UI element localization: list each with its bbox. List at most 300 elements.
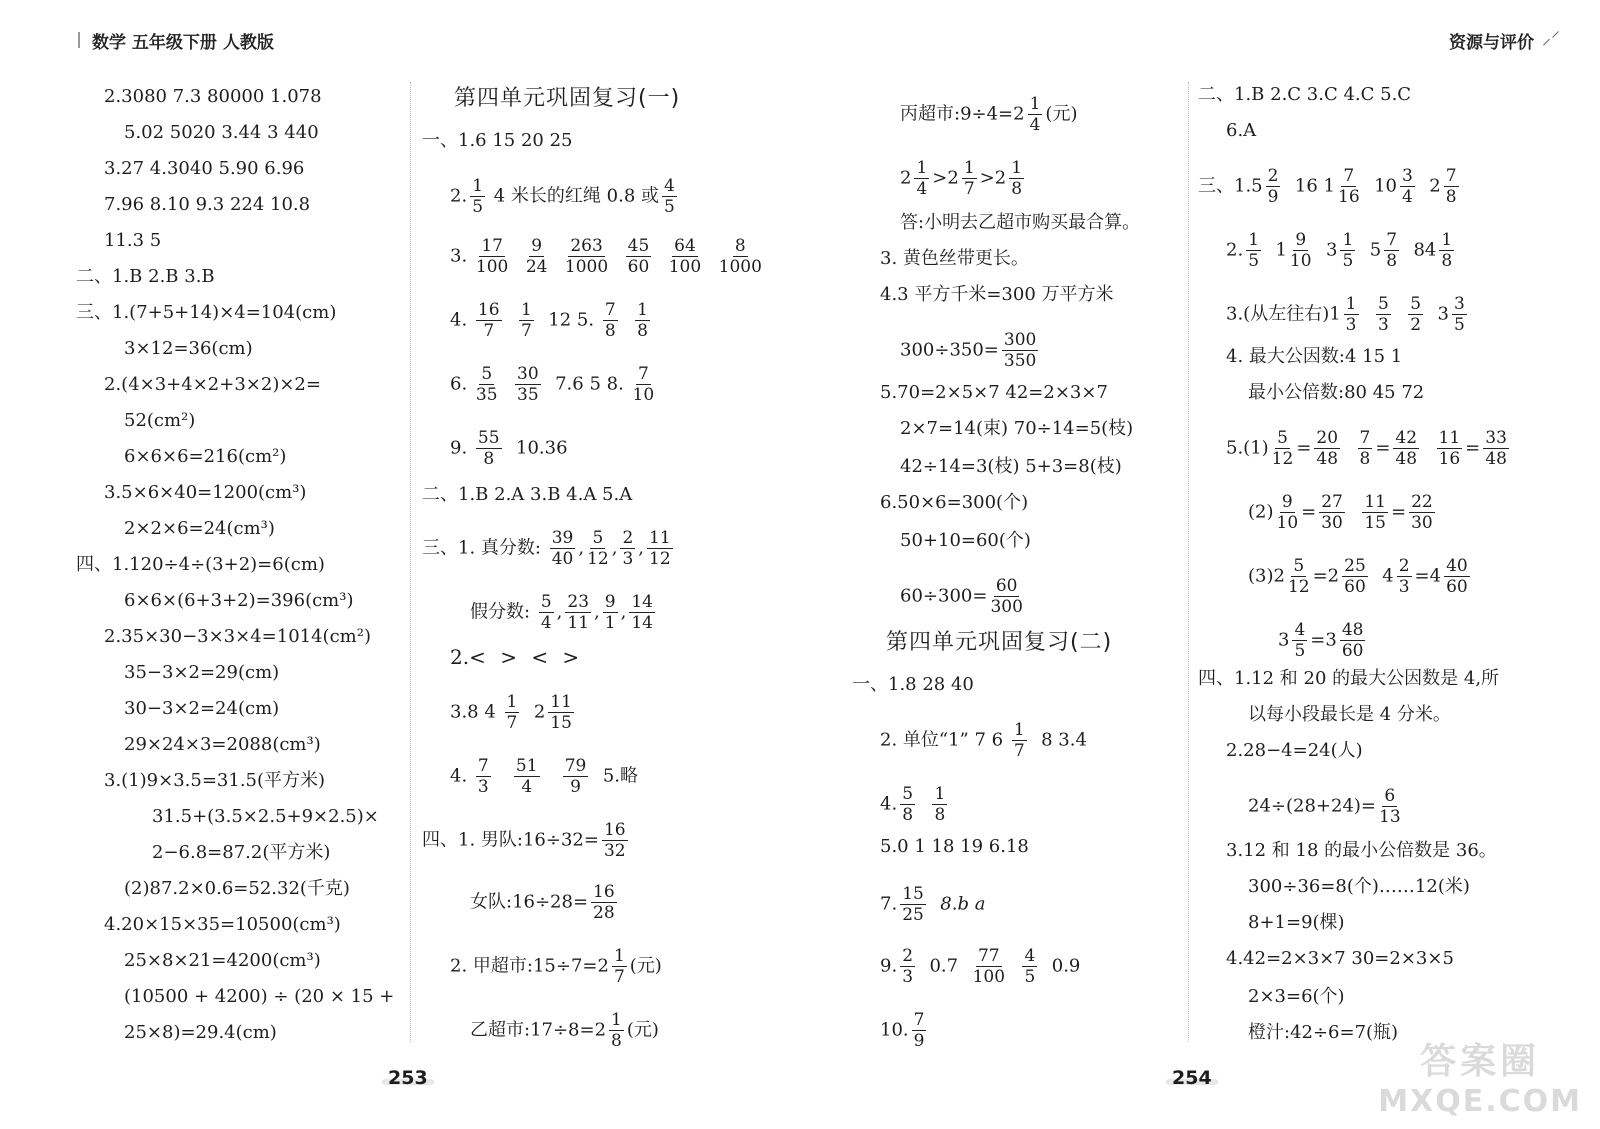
watermark-bottom-text: MXQE.COM <box>1378 1084 1582 1119</box>
fraction-denominator: 60 <box>627 257 650 277</box>
answer-text: 9. <box>880 955 898 977</box>
answer-text: 24÷(28+24)= <box>1248 795 1377 817</box>
fraction <box>1292 620 1307 661</box>
answer-text: 0.7 <box>929 955 959 977</box>
fraction-denominator: 3 <box>1398 577 1410 597</box>
fraction-denominator: 16 <box>1438 449 1461 469</box>
fraction-numerator: 15 <box>902 884 924 904</box>
fraction-numerator: 2 <box>1398 556 1410 576</box>
answer-text: 60÷300= <box>900 585 988 607</box>
answer-line <box>1198 166 1462 207</box>
answer-text: 0.9 <box>1051 955 1081 977</box>
fraction-denominator: 12 <box>587 549 609 569</box>
answer-line: 2−6.8=87.2(平方米) <box>152 842 331 863</box>
answer-text: 乙超市:17÷8=2 <box>470 1019 607 1041</box>
fraction <box>1342 556 1368 597</box>
answer-line: 2.3080 7.3 80000 1.078 <box>104 86 322 107</box>
fraction <box>1409 492 1435 533</box>
answer-text: 2 <box>533 701 546 723</box>
fraction-numerator: 8 <box>734 236 746 256</box>
answer-text: 3.8 4 <box>450 701 496 723</box>
answer-line: 5.02 5020 3.44 3 440 <box>124 122 319 143</box>
answer-text: =2 <box>1312 565 1340 587</box>
fraction <box>1002 330 1038 371</box>
answer-text: 三、1.5 <box>1198 175 1263 197</box>
fraction-numerator: 16 <box>477 300 500 320</box>
fraction-numerator: 5 <box>1277 428 1288 448</box>
answer-line <box>450 300 653 341</box>
fraction <box>1397 556 1412 597</box>
fraction <box>1012 720 1027 761</box>
answer-text: 3.(从左往右)1 <box>1226 303 1341 325</box>
fraction <box>1362 492 1388 533</box>
fraction-denominator: 8 <box>1441 251 1453 271</box>
answer-text: (元) <box>626 1019 659 1041</box>
fraction-numerator: 5 <box>481 364 493 384</box>
answer-line: 5.0 1 18 19 6.18 <box>880 836 1029 857</box>
fraction-numerator: 1 <box>472 176 484 196</box>
answer-line: 6×6×6=216(cm²) <box>124 446 287 467</box>
fraction-denominator: 3 <box>477 777 489 797</box>
fraction-numerator: 5 <box>540 592 552 612</box>
fraction-numerator: 2 <box>902 946 914 966</box>
fraction <box>609 1010 624 1051</box>
answer-line: 二、1.B 2.A 3.B 4.A 5.A <box>422 484 633 505</box>
fraction <box>962 158 977 199</box>
fraction-numerator: 22 <box>1411 492 1433 512</box>
fraction <box>1340 230 1355 271</box>
fraction-denominator: 5 <box>664 197 675 217</box>
answer-line: 8+1=9(棵) <box>1248 912 1345 933</box>
fraction-numerator: 1 <box>1342 230 1354 250</box>
fraction-denominator: 9 <box>570 777 581 797</box>
answer-line <box>1226 294 1470 335</box>
fraction-denominator: 5 <box>1248 251 1260 271</box>
fraction-numerator: 9 <box>604 592 616 612</box>
answer-text: 7. <box>880 893 898 915</box>
answer-text: = <box>1390 501 1407 523</box>
fraction-denominator: 10 <box>1289 251 1312 271</box>
answer-line: 6.50×6=300(个) <box>880 492 1029 513</box>
fraction-denominator: 4 <box>1029 115 1041 135</box>
answer-text: 4. <box>880 793 898 815</box>
fraction <box>1277 492 1299 533</box>
fraction-denominator: 7 <box>613 967 625 987</box>
answer-line: 50+10=60(个) <box>900 530 1031 551</box>
fraction-denominator: 8 <box>637 321 648 341</box>
fraction-denominator: 3 <box>622 549 634 569</box>
answer-line: 300÷36=8(个)……12(米) <box>1248 876 1470 897</box>
answer-line <box>450 756 638 797</box>
answer-line: 答:小明去乙超市购买最合算。 <box>900 212 1141 233</box>
fraction-numerator: 45 <box>627 236 650 256</box>
answer-text: 9. <box>450 437 468 459</box>
answer-text: 三、1. 真分数: <box>422 537 541 559</box>
answer-line: 假分数: $\frac{5}{4}$ , $\frac{23}{11}$ , $\frac{9}{1}$ , $\frac{14}{14}$ <box>470 592 653 633</box>
watermark-top-text: 答案圈 <box>1420 1041 1541 1082</box>
fraction <box>914 158 929 199</box>
answer-line: 30−3×2=24(cm) <box>124 698 280 719</box>
fraction <box>1290 230 1312 271</box>
answer-line <box>450 692 577 733</box>
answer-line: 2.< > < > <box>450 645 580 669</box>
fraction-denominator: 25 <box>902 905 924 925</box>
fraction-denominator: 12 <box>1287 577 1310 597</box>
fraction-numerator: 1 <box>1248 230 1260 250</box>
answer-line: 25×8×21=4200(cm³) <box>124 950 321 971</box>
fraction-numerator: 16 <box>593 882 615 902</box>
answer-line: 二、1.B 2.B 3.B <box>76 266 215 287</box>
fraction-denominator: 8 <box>604 321 616 341</box>
answer-line: 2.(4×3+4×2+3×2)×2= <box>104 374 321 395</box>
fraction-numerator: 263 <box>570 236 603 256</box>
fraction-numerator: 3 <box>1402 166 1413 186</box>
answer-line: 3.12 和 18 的最小公倍数是 36。 <box>1226 840 1497 861</box>
answer-line <box>422 820 631 861</box>
fraction-numerator: 1 <box>1441 230 1453 250</box>
answer-text: 16 1 <box>1294 175 1335 197</box>
fraction-numerator: 1 <box>1011 158 1023 178</box>
answer-line: 2×2×6=24(cm³) <box>124 518 275 539</box>
fraction-denominator: 7 <box>506 713 518 733</box>
fraction-denominator: 8 <box>483 449 495 469</box>
fraction <box>662 176 677 217</box>
fraction-numerator: 42 <box>1395 428 1418 448</box>
answer-line: 5.70=2×5×7 42=2×3×7 <box>880 382 1108 403</box>
fraction-numerator: 9 <box>531 236 543 256</box>
fraction-denominator: 24 <box>525 257 548 277</box>
answer-line: 四、1.12 和 20 的最大公因数是 4,所 <box>1198 668 1500 689</box>
fraction-denominator: 9 <box>913 1031 925 1051</box>
fraction <box>550 528 576 569</box>
fraction <box>900 946 915 987</box>
fraction <box>602 820 628 861</box>
answer-line: 6×6×(6+3+2)=396(cm³) <box>124 590 354 611</box>
fraction-numerator: 2 <box>1267 166 1279 186</box>
fraction-numerator: 79 <box>564 756 587 776</box>
fraction <box>1266 166 1281 207</box>
fraction <box>1439 230 1454 271</box>
answer-text: = <box>1296 437 1312 459</box>
fraction <box>1288 556 1310 597</box>
fraction <box>612 946 627 987</box>
fraction <box>900 884 926 925</box>
answer-text: >2 <box>932 167 959 189</box>
fraction-denominator: 8 <box>611 1031 622 1051</box>
answer-line: 3.27 4.3040 5.90 6.96 <box>104 158 305 179</box>
fraction <box>476 428 502 469</box>
fraction-numerator: 1 <box>613 946 625 966</box>
fraction <box>519 300 534 341</box>
fraction-denominator: 30 <box>1411 513 1433 533</box>
fraction-denominator: 350 <box>1003 351 1037 371</box>
answer-text: 5.略 <box>602 765 639 787</box>
fraction-denominator: 48 <box>1485 449 1507 469</box>
header-left-text: 数学 五年级下册 人教版 <box>92 33 274 53</box>
answer-line <box>1226 230 1457 271</box>
answer-line: 2.35×30−3×3×4=1014(cm²) <box>104 626 371 647</box>
fraction-denominator: 60 <box>1446 577 1468 597</box>
answer-line <box>450 236 765 277</box>
fraction <box>1437 428 1463 469</box>
answer-line: 2.28−4=24(人) <box>1226 740 1363 761</box>
fraction-numerator: 60 <box>995 576 1018 596</box>
watermark-logo <box>1378 1033 1582 1119</box>
fraction-numerator: 11 <box>1438 428 1461 448</box>
fraction-numerator: 1 <box>963 158 975 178</box>
answer-line <box>470 1010 659 1051</box>
fraction <box>1400 166 1415 207</box>
fraction <box>476 300 502 341</box>
answer-text: (2) <box>1248 501 1274 523</box>
answer-line: 三、1.(7+5+14)×4=104(cm) <box>76 302 337 323</box>
fraction <box>1483 428 1509 469</box>
fraction <box>1393 428 1419 469</box>
answer-line: 以每小段最长是 4 分米。 <box>1248 704 1451 725</box>
fraction-numerator: 7 <box>604 300 616 320</box>
answer-text: 7.6 5 8. <box>555 373 624 395</box>
answer-line <box>900 158 1027 199</box>
answer-line: 52(cm²) <box>124 410 196 431</box>
fraction-numerator: 5 <box>592 528 604 548</box>
fraction <box>912 1010 927 1051</box>
fraction-denominator: 40 <box>551 549 574 569</box>
fraction-denominator: 30 <box>1321 513 1343 533</box>
answer-line: (10500 + 4200) ÷ (20 × 15 + <box>124 986 395 1007</box>
fraction-numerator: 40 <box>1446 556 1468 576</box>
fraction <box>932 784 947 825</box>
fraction-denominator: 48 <box>1316 449 1339 469</box>
fraction-numerator: 11 <box>649 528 671 548</box>
answer-text: = <box>1301 501 1317 523</box>
answer-text: 2. 甲超市:15÷7=2 <box>450 955 609 977</box>
fraction-denominator: 5 <box>1453 315 1465 335</box>
answer-line <box>1248 492 1438 533</box>
fraction-numerator: 9 <box>1281 492 1293 512</box>
fraction-denominator: 9 <box>1267 187 1279 207</box>
fraction <box>1319 492 1345 533</box>
answer-line: 3.(1)9×3.5=31.5(平方米) <box>104 770 326 791</box>
fraction <box>626 236 652 277</box>
answer-line: 二、1.B 2.C 3.C 4.C 5.C <box>1198 84 1412 105</box>
fraction-numerator: 48 <box>1341 620 1364 640</box>
fraction <box>565 592 591 633</box>
section-title-2: 第四单元巩固复习(二) <box>886 630 1113 655</box>
fraction-numerator: 7 <box>1343 166 1355 186</box>
fraction-denominator: 5 <box>1294 641 1306 661</box>
answer-text: 四、1. 男队:16÷32= <box>422 829 599 851</box>
fraction-numerator: 11 <box>1364 492 1386 512</box>
fraction <box>647 528 673 569</box>
fraction <box>1358 428 1373 469</box>
fraction <box>476 364 498 405</box>
answer-text: 2. <box>450 185 468 207</box>
answer-text: =4 <box>1414 565 1442 587</box>
fraction-numerator: 7 <box>1445 166 1457 186</box>
fraction-denominator: 3 <box>1345 315 1357 335</box>
answer-line <box>900 94 1077 135</box>
fraction-numerator: 1 <box>521 300 532 320</box>
answer-line <box>880 784 950 825</box>
answer-text: 8.b a <box>940 893 986 915</box>
fraction-numerator: 5 <box>1377 294 1389 314</box>
answer-line <box>1248 786 1404 827</box>
fraction-denominator: 5 <box>472 197 484 217</box>
answer-line: 4.3 平方千米=300 万平方米 <box>880 284 1114 305</box>
fraction-denominator: 100 <box>668 257 702 277</box>
answer-line: 2×3=6(个) <box>1248 986 1345 1007</box>
fraction <box>1379 786 1401 827</box>
fraction <box>1009 158 1024 199</box>
answer-line <box>470 882 620 923</box>
fraction-numerator: 5 <box>1293 556 1305 576</box>
answer-text: 丙超市:9÷4=2 <box>900 103 1025 125</box>
answer-text: >2 <box>979 167 1007 189</box>
fraction <box>973 946 1005 987</box>
answer-text: (元) <box>629 955 662 977</box>
answer-text: 2 <box>1429 175 1441 197</box>
fraction-denominator: 3 <box>902 967 914 987</box>
answer-text: 84 <box>1413 239 1437 261</box>
answer-text: (3)2 <box>1248 565 1285 587</box>
fraction-numerator: 11 <box>550 692 572 712</box>
fraction-numerator: 25 <box>1344 556 1366 576</box>
answer-line: 29×24×3=2088(cm³) <box>124 734 321 755</box>
answer-line: 4.20×15×35=10500(cm³) <box>104 914 341 935</box>
fraction-denominator: 48 <box>1395 449 1418 469</box>
fraction-denominator: 32 <box>603 841 626 861</box>
fraction <box>1028 94 1043 135</box>
answer-text: 6. <box>450 373 468 395</box>
answer-line: 7.96 8.10 9.3 224 10.8 <box>104 194 311 215</box>
fraction <box>514 756 540 797</box>
answer-text: 4. <box>450 765 468 787</box>
fraction-numerator: 1 <box>637 300 648 320</box>
header-rule <box>78 32 80 48</box>
fraction-numerator: 1 <box>1345 294 1357 314</box>
fraction <box>1408 294 1423 335</box>
fraction <box>620 528 635 569</box>
fraction-denominator: 2 <box>1410 315 1422 335</box>
fraction-numerator: 7 <box>477 756 489 776</box>
fraction-denominator: 13 <box>1379 807 1401 827</box>
fraction <box>505 692 520 733</box>
fraction-numerator: 23 <box>567 592 590 612</box>
answer-line: 一、1.6 15 20 25 <box>422 130 573 151</box>
fraction-numerator: 4 <box>1294 620 1306 640</box>
fraction-numerator: 2 <box>622 528 634 548</box>
answer-text: =3 <box>1310 629 1337 651</box>
fraction <box>1314 428 1340 469</box>
fraction <box>1452 294 1467 335</box>
answer-line: 42÷14=3(枝) 5+3=8(枝) <box>900 456 1122 477</box>
answer-line <box>1226 428 1512 469</box>
fraction-denominator: 7 <box>521 321 532 341</box>
answer-line: 橙汁:42÷6=7(瓶) <box>1248 1022 1399 1043</box>
fraction-numerator: 1 <box>506 692 518 712</box>
answer-text: 3 <box>1278 629 1290 651</box>
fraction-denominator: 3 <box>1377 315 1389 335</box>
fraction-denominator: 4 <box>521 777 533 797</box>
fraction-denominator: 1000 <box>718 257 762 277</box>
fraction-numerator: 5 <box>902 784 914 804</box>
answer-text: 3 <box>1437 303 1449 325</box>
answer-line <box>900 576 1026 617</box>
fraction-numerator: 16 <box>603 820 626 840</box>
answer-line: 11.3 5 <box>104 230 162 251</box>
fraction <box>565 236 608 277</box>
fraction-numerator: 55 <box>477 428 500 448</box>
fraction-numerator: 17 <box>481 236 503 256</box>
fraction-denominator: 8 <box>1359 449 1371 469</box>
answer-line: 四、1.120÷4÷(3+2)=6(cm) <box>76 554 325 575</box>
answer-text: 4. <box>450 309 468 331</box>
fraction-numerator: 1 <box>611 1010 622 1030</box>
fraction <box>591 882 617 923</box>
fraction-numerator: 14 <box>631 592 653 612</box>
fraction-denominator: 35 <box>475 385 498 405</box>
fraction-numerator: 39 <box>551 528 574 548</box>
answer-text: 4 <box>1382 565 1394 587</box>
fraction-denominator: 12 <box>1271 449 1294 469</box>
fraction-denominator: 5 <box>1342 251 1354 271</box>
answer-line <box>1278 620 1368 661</box>
fraction-numerator: 300 <box>1003 330 1037 350</box>
answer-text: 8 3.4 <box>1041 729 1087 751</box>
fraction-denominator: 8 <box>1386 251 1398 271</box>
fraction-denominator: 7 <box>483 321 495 341</box>
header-left <box>92 28 274 53</box>
answer-text: 2 <box>900 167 912 189</box>
fraction-numerator: 7 <box>637 364 649 384</box>
answer-text: 10.36 <box>516 437 568 459</box>
fraction-denominator: 100 <box>475 257 509 277</box>
answer-text: (元) <box>1045 103 1078 125</box>
fraction <box>563 756 589 797</box>
fraction-denominator: 10 <box>632 385 655 405</box>
fraction-denominator: 15 <box>550 713 572 733</box>
fraction-numerator: 6 <box>1384 786 1396 806</box>
answer-text: 300÷350= <box>900 339 999 361</box>
fraction-denominator: 100 <box>972 967 1006 987</box>
fraction <box>603 300 618 341</box>
fraction <box>476 236 508 277</box>
fraction-denominator: 8 <box>902 805 914 825</box>
fraction-denominator: 35 <box>517 385 539 405</box>
answer-text: = <box>1465 437 1481 459</box>
fraction <box>539 592 554 633</box>
answer-line: 三、1. 真分数: $\frac{39}{40}$ , $\frac{5}{12}$ , $\frac{2}{3}$ , $\frac{11}{12}$ <box>422 528 671 569</box>
fraction-numerator: 1 <box>1013 720 1025 740</box>
fraction-numerator: 77 <box>977 946 1000 966</box>
fraction <box>526 236 548 277</box>
fraction <box>990 576 1022 617</box>
fraction <box>1340 620 1366 661</box>
answer-line <box>880 1010 929 1051</box>
fraction-numerator: 5 <box>1410 294 1422 314</box>
answer-line: 25×8)=29.4(cm) <box>124 1022 277 1043</box>
fraction-denominator: 4 <box>1402 187 1413 207</box>
fraction <box>587 528 609 569</box>
answer-line <box>450 176 680 217</box>
answer-line: 35−3×2=29(cm) <box>124 662 280 683</box>
fraction <box>515 364 541 405</box>
fraction-denominator: 5 <box>1024 967 1036 987</box>
fraction-numerator: 20 <box>1316 428 1339 448</box>
fraction-denominator: 8 <box>934 805 946 825</box>
fraction-denominator: 10 <box>1276 513 1299 533</box>
fraction <box>633 364 655 405</box>
